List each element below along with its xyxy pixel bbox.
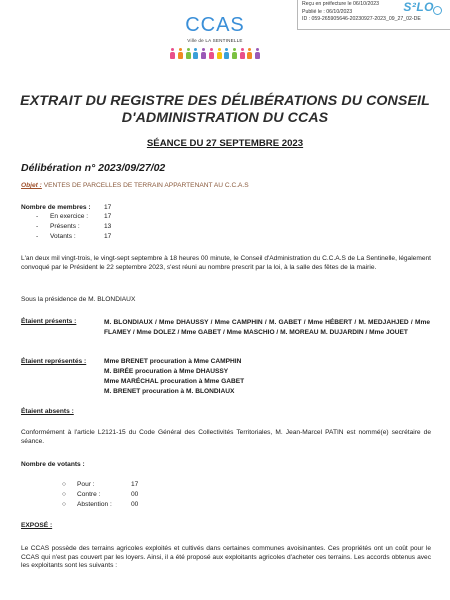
circle-bullet-icon: ○ (62, 501, 66, 508)
vote-pour-label: Pour : (77, 481, 95, 488)
ccas-logo (170, 14, 260, 76)
logo-person-icon (170, 48, 176, 59)
representes-line: M. BIRÉE procuration à Mme DHAUSSY (104, 368, 229, 375)
vote-abstention-value: 00 (131, 501, 139, 508)
seance-date: SÉANCE DU 27 SEPTEMBRE 2023 (146, 138, 304, 149)
objet-label: Objet : (21, 182, 42, 189)
membres-header: Nombre de membres : (21, 204, 91, 211)
logo-person-icon (239, 48, 245, 59)
objet-text: VENTES DE PARCELLES DE TERRAIN APPARTENANT AU C.C.A.S (43, 182, 249, 189)
votants-header: Nombre de votants : (21, 461, 85, 468)
membres-votants-label: Votants : (50, 233, 76, 240)
presents-list: M. BLONDIAUX / Mme DHAUSSY / Mme CAMPHIN / M. GABET / Mme HÉBERT / M. MEDJAHJED / Mme FLAMEY / Mme DOLEZ / Mme GABET / Mme MASCHIO / M. MOREAU M. DUJARDIN / Mme JOUET (104, 319, 430, 336)
logo-person-icon (185, 48, 191, 59)
membres-presents-label: Présents : (50, 223, 80, 230)
dash-icon: - (36, 213, 39, 220)
membres-total: 17 (104, 204, 112, 211)
document-title-line2: D'ADMINISTRATION DU CCAS (121, 110, 329, 126)
logo-person-icon (216, 48, 222, 59)
absents-label: Étaient absents : (21, 408, 74, 415)
circle-bullet-icon: ○ (62, 491, 66, 498)
expose-label: EXPOSÉ : (21, 522, 53, 529)
intro-paragraph: L'an deux mil vingt-trois, le vingt-sept septembre à 18 heures 00 minute, le Conseil d'Administration du C.C.A.S de La Sentinelle, légalement convoqué par le Président le 22 septembre 2023, s'est réuni au nombre prescrit par la loi, à la salle des fêtes de la mairie. (21, 255, 431, 271)
logo-person-icon (224, 48, 230, 59)
presents-label: Étaient présents : (21, 318, 77, 325)
membres-exercice-label: En exercice : (50, 213, 89, 220)
stamp-published-date: Publié le : 06/10/2023 (302, 8, 353, 15)
membres-votants-value: 17 (104, 233, 112, 240)
membres-exercice-value: 17 (104, 213, 112, 220)
presidence-line: Sous la présidence de M. BLONDIAUX (21, 296, 136, 303)
logo-person-icon (178, 48, 184, 59)
logo-name: CCAS (185, 14, 245, 36)
vote-contre-label: Contre : (77, 491, 101, 498)
logo-people-icon (170, 48, 260, 59)
representes-label: Étaient représentés : (21, 358, 87, 365)
logo-subtitle: Ville de LA SENTINELLE (187, 38, 243, 43)
logo-person-icon (254, 48, 260, 59)
circle-bullet-icon: ○ (62, 481, 66, 488)
logo-person-icon (208, 48, 214, 59)
expose-paragraph: Le CCAS possède des terrains agricoles exploités et cultivés dans certaines communes avoisinantes. Ces propriétés ont un coût pour le CCAS qui n'est pas couvert par les loyers. Ainsi, il a été proposé aux exploitants agricoles d'acheter ces terrains. Les accords obtenus avec les exploitants sont les suivants : (21, 545, 431, 569)
document-title-line1: EXTRAIT DU REGISTRE DES DÉLIBÉRATIONS DU CONSEIL (20, 93, 430, 109)
s2lo-logo: S²LO (403, 0, 434, 14)
representes-line: Mme BRENET procuration à Mme CAMPHIN (104, 358, 242, 365)
logo-person-icon (201, 48, 207, 59)
dash-icon: - (36, 223, 39, 230)
stamp-received-date: Reçu en préfecture le 06/10/2023 (302, 1, 380, 7)
representes-line: Mme MARÉCHAL procuration à Mme GABET (104, 378, 245, 385)
membres-presents-value: 13 (104, 223, 112, 230)
dash-icon: - (36, 233, 39, 240)
logo-person-icon (247, 48, 253, 59)
secretaire-paragraph: Conformément à l'article L2121-15 du Code Général des Collectivités Territoriales, M. Jean-Marcel PATIN est nommé(e) secrétaire de séance. (21, 429, 431, 445)
logo-person-icon (193, 48, 199, 59)
logo-person-icon (231, 48, 237, 59)
vote-contre-value: 00 (131, 491, 139, 498)
objet-line (21, 182, 249, 191)
vote-abstention-label: Abstention : (77, 501, 112, 508)
prefecture-stamp (297, 0, 450, 30)
stamp-id: ID : 059-265905646-20230927-2023_09_27_02-DE (302, 16, 421, 23)
representes-line: M. BRENET procuration à M. BLONDIAUX (104, 388, 235, 395)
vote-pour-value: 17 (131, 481, 139, 488)
deliberation-number: Délibération n° 2023/09/27/02 (21, 162, 166, 174)
